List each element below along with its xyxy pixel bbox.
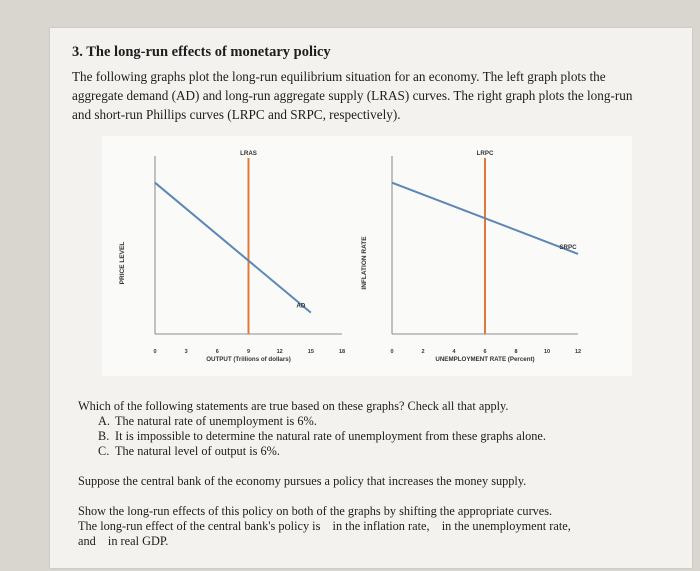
right-x-tick-label: 6 [483,349,487,355]
left-lras-label: LRAS [240,150,257,157]
right-x-tick-label: 2 [421,349,425,355]
right-srpc-label: SRPC [559,243,577,251]
right-x-tick-label: 12 [574,349,582,355]
effect-text-1: The long-run effect of the central bank's policy is [78,519,321,533]
questions-block [78,399,658,549]
right-x-tick-label: 10 [543,349,551,355]
left-ad-label: AD [296,302,306,310]
instructions-block [78,504,658,549]
effect-sentence-2 [78,534,658,549]
left-ad-curve [155,183,311,313]
right-y-axis-label: INFLATION RATE [361,236,368,290]
option-a[interactable] [98,414,658,429]
left-x-tick-label: 18 [338,349,346,355]
option-c[interactable] [98,444,658,459]
right-x-tick-label: 8 [514,349,518,355]
option-a-letter: A. [98,414,110,428]
effect-text-3: in the unemployment rate, [441,519,571,533]
option-c-letter: C. [98,444,110,458]
effect-text-5: in real GDP. [107,534,169,548]
option-b[interactable] [98,429,658,444]
option-b-letter: B. [98,429,110,443]
effect-sentence [78,519,658,534]
question-title: 3. The long-run effects of monetary policy [72,44,331,60]
graphs-svg [102,136,632,376]
graphs-panel [102,136,632,376]
right-x-axis-label: UNEMPLOYMENT RATE (Percent) [435,356,535,363]
effect-text-2: in the inflation rate, [332,519,430,533]
left-x-tick-label: 3 [184,349,188,355]
left-y-axis-label: PRICE LEVEL [119,241,126,285]
suppose-text: Suppose the central bank of the economy pursues a policy that increases the money supply. [78,474,527,488]
left-x-tick-label: 15 [307,349,314,355]
question-prompt: Which of the following statements are true based on these graphs? Check all that apply. [78,399,509,413]
show-instruction: Show the long-run effects of this policy on both of the graphs by shifting the appropriate curves. [78,504,553,518]
left-x-tick-label: 0 [153,349,157,355]
question-intro: The following graphs plot the long-run equilibrium situation for an economy. The left graph plots the aggregate demand (AD) and long-run aggregate supply (LRAS) curves. The right graph plots the long-run and short-run Phillips curves (LRPC and SRPC, respectively). [72,69,633,122]
option-b-text: It is impossible to determine the natural rate of unemployment from these graphs alone. [115,429,546,443]
option-a-text: The natural rate of unemployment is 6%. [115,414,317,428]
left-x-tick-label: 12 [276,349,283,355]
right-x-tick-label: 0 [390,349,394,355]
right-lrpc-label: LRPC [476,150,494,157]
left-x-tick-label: 9 [246,349,251,355]
left-x-tick-label: 6 [215,349,219,355]
option-c-text: The natural level of output is 6%. [115,444,280,458]
effect-text-4: and [78,534,96,548]
left-x-axis-label: OUTPUT (Trillions of dollars) [206,356,291,363]
right-x-tick-label: 4 [452,349,456,355]
